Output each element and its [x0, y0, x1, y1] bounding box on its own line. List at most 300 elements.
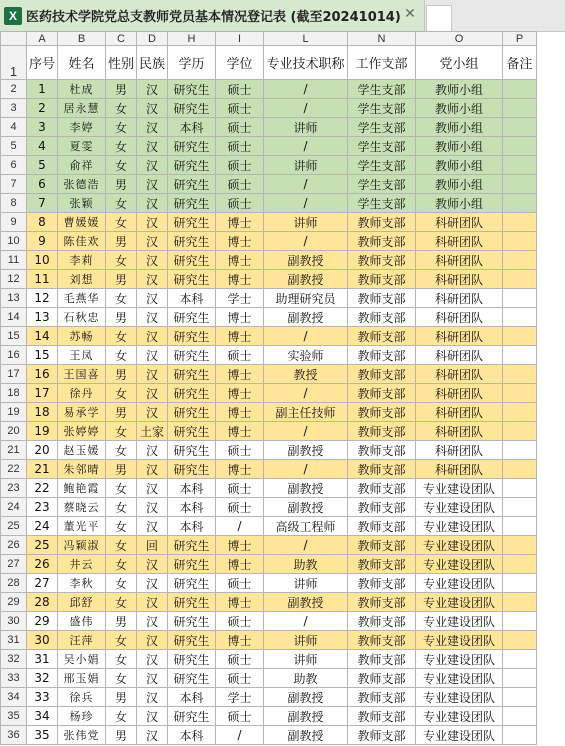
table-cell[interactable]: / [264, 384, 348, 403]
table-cell[interactable]: 硕士 [216, 118, 264, 137]
column-header-O[interactable]: O [416, 32, 503, 46]
table-cell[interactable]: 博士 [216, 422, 264, 441]
table-cell[interactable]: 董光平 [58, 517, 106, 536]
table-cell[interactable]: 博士 [216, 270, 264, 289]
table-cell[interactable]: 汉 [137, 688, 168, 707]
table-cell[interactable]: 研究生 [168, 631, 216, 650]
table-cell[interactable]: 女 [106, 669, 137, 688]
table-cell[interactable]: 本科 [168, 688, 216, 707]
table-cell[interactable]: 汉 [137, 175, 168, 194]
table-cell[interactable]: 硕士 [216, 156, 264, 175]
table-cell[interactable]: 专业建设团队 [416, 707, 503, 726]
table-cell[interactable]: 专业建设团队 [416, 498, 503, 517]
table-cell[interactable]: 本科 [168, 118, 216, 137]
table-cell[interactable]: 硕士 [216, 99, 264, 118]
table-cell[interactable]: 研究生 [168, 422, 216, 441]
table-cell[interactable]: 夏雯 [58, 137, 106, 156]
table-cell[interactable]: 张伟党 [58, 726, 106, 745]
table-cell[interactable]: 专业建设团队 [416, 517, 503, 536]
table-cell[interactable]: 男 [106, 612, 137, 631]
table-cell[interactable] [503, 156, 537, 175]
table-cell[interactable]: 29 [27, 612, 58, 631]
table-cell[interactable]: 教师支部 [348, 232, 416, 251]
table-cell[interactable]: 研究生 [168, 555, 216, 574]
table-cell[interactable]: 科研团队 [416, 308, 503, 327]
table-cell[interactable]: 赵玉媛 [58, 441, 106, 460]
header-cell[interactable]: 序号 [27, 46, 58, 80]
table-cell[interactable]: 汉 [137, 441, 168, 460]
table-cell[interactable]: 科研团队 [416, 346, 503, 365]
table-cell[interactable]: 教师支部 [348, 707, 416, 726]
table-cell[interactable]: 教师小组 [416, 80, 503, 99]
table-cell[interactable] [503, 327, 537, 346]
header-cell[interactable]: 性别 [106, 46, 137, 80]
table-cell[interactable]: 科研团队 [416, 289, 503, 308]
table-cell[interactable]: 17 [27, 384, 58, 403]
table-cell[interactable]: 教师小组 [416, 137, 503, 156]
column-header-P[interactable]: P [503, 32, 537, 46]
table-cell[interactable]: 本科 [168, 498, 216, 517]
table-cell[interactable]: 汉 [137, 517, 168, 536]
table-cell[interactable] [503, 403, 537, 422]
table-cell[interactable] [503, 289, 537, 308]
table-cell[interactable]: 汉 [137, 365, 168, 384]
table-cell[interactable]: 25 [27, 536, 58, 555]
table-cell[interactable]: 研究生 [168, 308, 216, 327]
table-cell[interactable] [503, 707, 537, 726]
row-number[interactable]: 22 [1, 460, 27, 479]
table-cell[interactable]: 研究生 [168, 175, 216, 194]
table-cell[interactable]: 汉 [137, 80, 168, 99]
table-cell[interactable]: 9 [27, 232, 58, 251]
table-cell[interactable]: 易承学 [58, 403, 106, 422]
table-cell[interactable]: / [264, 194, 348, 213]
table-cell[interactable]: 女 [106, 213, 137, 232]
table-cell[interactable]: 汉 [137, 232, 168, 251]
table-cell[interactable] [503, 574, 537, 593]
table-cell[interactable]: 副教授 [264, 308, 348, 327]
table-cell[interactable]: 10 [27, 251, 58, 270]
table-cell[interactable]: 教师小组 [416, 99, 503, 118]
table-cell[interactable]: 女 [106, 194, 137, 213]
table-cell[interactable]: 女 [106, 707, 137, 726]
table-cell[interactable]: 6 [27, 175, 58, 194]
table-cell[interactable]: 女 [106, 156, 137, 175]
row-number[interactable]: 36 [1, 726, 27, 745]
table-cell[interactable]: 专业建设团队 [416, 631, 503, 650]
table-cell[interactable]: 女 [106, 631, 137, 650]
table-cell[interactable]: 28 [27, 593, 58, 612]
table-cell[interactable]: 邱舒 [58, 593, 106, 612]
column-header-B[interactable]: B [58, 32, 106, 46]
table-cell[interactable] [503, 631, 537, 650]
table-cell[interactable]: 专业建设团队 [416, 669, 503, 688]
table-cell[interactable]: 本科 [168, 726, 216, 745]
table-cell[interactable]: 女 [106, 327, 137, 346]
table-cell[interactable]: 副教授 [264, 726, 348, 745]
table-cell[interactable]: 科研团队 [416, 403, 503, 422]
new-tab-button[interactable] [426, 5, 452, 31]
table-cell[interactable]: 博士 [216, 213, 264, 232]
row-number[interactable]: 24 [1, 498, 27, 517]
table-cell[interactable]: 俞祥 [58, 156, 106, 175]
table-cell[interactable]: 20 [27, 441, 58, 460]
table-cell[interactable]: 博士 [216, 593, 264, 612]
table-cell[interactable]: 研究生 [168, 612, 216, 631]
table-cell[interactable]: 教授 [264, 365, 348, 384]
header-cell[interactable]: 备注 [503, 46, 537, 80]
table-cell[interactable]: 教师支部 [348, 289, 416, 308]
table-cell[interactable]: 汉 [137, 118, 168, 137]
row-number[interactable]: 27 [1, 555, 27, 574]
row-number[interactable]: 10 [1, 232, 27, 251]
table-cell[interactable]: 学士 [216, 289, 264, 308]
table-cell[interactable]: 博士 [216, 308, 264, 327]
table-cell[interactable]: 5 [27, 156, 58, 175]
row-number[interactable]: 29 [1, 593, 27, 612]
table-cell[interactable]: / [264, 232, 348, 251]
row-number[interactable]: 17 [1, 365, 27, 384]
table-cell[interactable]: 女 [106, 289, 137, 308]
table-cell[interactable]: 教师小组 [416, 175, 503, 194]
table-cell[interactable]: 科研团队 [416, 270, 503, 289]
table-cell[interactable]: 助教 [264, 555, 348, 574]
table-cell[interactable]: 7 [27, 194, 58, 213]
table-cell[interactable]: 曹媛媛 [58, 213, 106, 232]
table-cell[interactable]: 教师支部 [348, 536, 416, 555]
table-cell[interactable]: 刘想 [58, 270, 106, 289]
table-cell[interactable]: 张婷婷 [58, 422, 106, 441]
table-cell[interactable]: 科研团队 [416, 232, 503, 251]
table-cell[interactable]: 副教授 [264, 688, 348, 707]
table-cell[interactable]: 女 [106, 137, 137, 156]
table-cell[interactable]: 博士 [216, 631, 264, 650]
table-cell[interactable]: 教师支部 [348, 574, 416, 593]
table-cell[interactable]: 汉 [137, 251, 168, 270]
table-cell[interactable]: 专业建设团队 [416, 726, 503, 745]
row-number[interactable]: 35 [1, 707, 27, 726]
table-cell[interactable]: 24 [27, 517, 58, 536]
table-cell[interactable]: 讲师 [264, 118, 348, 137]
table-cell[interactable]: 31 [27, 650, 58, 669]
table-cell[interactable]: 研究生 [168, 346, 216, 365]
table-cell[interactable]: / [264, 175, 348, 194]
table-cell[interactable]: 硕士 [216, 194, 264, 213]
table-cell[interactable]: 鲍艳霞 [58, 479, 106, 498]
table-cell[interactable]: 博士 [216, 327, 264, 346]
table-cell[interactable]: 博士 [216, 403, 264, 422]
table-cell[interactable]: 讲师 [264, 650, 348, 669]
table-cell[interactable]: 科研团队 [416, 441, 503, 460]
table-cell[interactable]: 34 [27, 707, 58, 726]
column-header-D[interactable]: D [137, 32, 168, 46]
table-cell[interactable]: 专业建设团队 [416, 574, 503, 593]
table-cell[interactable]: 男 [106, 460, 137, 479]
row-number[interactable]: 32 [1, 650, 27, 669]
table-cell[interactable]: 科研团队 [416, 251, 503, 270]
table-cell[interactable]: 研究生 [168, 441, 216, 460]
row-number[interactable]: 25 [1, 517, 27, 536]
table-cell[interactable]: 汉 [137, 707, 168, 726]
table-cell[interactable]: 专业建设团队 [416, 688, 503, 707]
table-cell[interactable]: 教师支部 [348, 251, 416, 270]
table-cell[interactable]: 硕士 [216, 479, 264, 498]
header-cell[interactable]: 学历 [168, 46, 216, 80]
table-cell[interactable] [503, 593, 537, 612]
row-number[interactable]: 9 [1, 213, 27, 232]
table-cell[interactable]: 女 [106, 441, 137, 460]
table-cell[interactable]: 博士 [216, 365, 264, 384]
row-number[interactable]: 19 [1, 403, 27, 422]
table-cell[interactable]: 土家 [137, 422, 168, 441]
table-cell[interactable]: 本科 [168, 289, 216, 308]
table-cell[interactable]: 王凤 [58, 346, 106, 365]
table-cell[interactable]: 杜成 [58, 80, 106, 99]
table-cell[interactable]: 教师小组 [416, 156, 503, 175]
table-cell[interactable]: 12 [27, 289, 58, 308]
table-cell[interactable]: 汉 [137, 194, 168, 213]
table-cell[interactable] [503, 669, 537, 688]
table-cell[interactable]: 男 [106, 726, 137, 745]
column-header-L[interactable]: L [264, 32, 348, 46]
table-cell[interactable]: 汉 [137, 498, 168, 517]
table-cell[interactable]: 33 [27, 688, 58, 707]
file-tab[interactable] [0, 0, 425, 31]
table-cell[interactable]: 35 [27, 726, 58, 745]
table-cell[interactable]: 女 [106, 479, 137, 498]
table-cell[interactable]: 女 [106, 118, 137, 137]
table-cell[interactable]: 14 [27, 327, 58, 346]
table-cell[interactable]: 博士 [216, 460, 264, 479]
table-cell[interactable]: 4 [27, 137, 58, 156]
table-cell[interactable]: 科研团队 [416, 422, 503, 441]
table-cell[interactable]: 教师支部 [348, 650, 416, 669]
table-cell[interactable]: 18 [27, 403, 58, 422]
table-cell[interactable]: 15 [27, 346, 58, 365]
table-cell[interactable]: 苏畅 [58, 327, 106, 346]
row-number[interactable]: 20 [1, 422, 27, 441]
table-cell[interactable]: 教师支部 [348, 346, 416, 365]
table-cell[interactable]: 教师支部 [348, 555, 416, 574]
table-cell[interactable]: 研究生 [168, 194, 216, 213]
table-cell[interactable]: 研究生 [168, 403, 216, 422]
row-number[interactable]: 16 [1, 346, 27, 365]
table-cell[interactable]: 教师支部 [348, 365, 416, 384]
row-number[interactable]: 13 [1, 289, 27, 308]
table-cell[interactable]: / [264, 137, 348, 156]
table-cell[interactable]: 汉 [137, 270, 168, 289]
row-number[interactable]: 28 [1, 574, 27, 593]
table-cell[interactable]: 女 [106, 251, 137, 270]
table-cell[interactable]: 32 [27, 669, 58, 688]
table-cell[interactable]: 21 [27, 460, 58, 479]
table-cell[interactable]: 博士 [216, 251, 264, 270]
table-cell[interactable] [503, 213, 537, 232]
table-cell[interactable]: 硕士 [216, 650, 264, 669]
table-cell[interactable]: 学生支部 [348, 80, 416, 99]
table-cell[interactable]: 回 [137, 536, 168, 555]
table-cell[interactable]: 讲师 [264, 631, 348, 650]
table-cell[interactable]: 8 [27, 213, 58, 232]
table-cell[interactable]: / [216, 517, 264, 536]
header-cell[interactable]: 学位 [216, 46, 264, 80]
table-cell[interactable]: 1 [27, 80, 58, 99]
row-number[interactable]: 21 [1, 441, 27, 460]
row-number[interactable]: 12 [1, 270, 27, 289]
table-cell[interactable]: 蔡晓云 [58, 498, 106, 517]
table-cell[interactable]: 研究生 [168, 137, 216, 156]
table-cell[interactable]: 专业建设团队 [416, 479, 503, 498]
table-cell[interactable]: 教师支部 [348, 631, 416, 650]
table-cell[interactable]: 井云 [58, 555, 106, 574]
table-cell[interactable]: 教师支部 [348, 270, 416, 289]
column-header-I[interactable]: I [216, 32, 264, 46]
table-cell[interactable] [503, 118, 537, 137]
table-cell[interactable]: 徐丹 [58, 384, 106, 403]
table-cell[interactable]: 专业建设团队 [416, 536, 503, 555]
table-cell[interactable]: 学生支部 [348, 156, 416, 175]
table-cell[interactable]: 学士 [216, 688, 264, 707]
table-cell[interactable]: 学生支部 [348, 175, 416, 194]
table-cell[interactable]: 硕士 [216, 707, 264, 726]
table-cell[interactable] [503, 726, 537, 745]
table-cell[interactable]: 冯颖淑 [58, 536, 106, 555]
table-cell[interactable]: 专业建设团队 [416, 555, 503, 574]
table-cell[interactable]: 副教授 [264, 707, 348, 726]
table-cell[interactable]: / [264, 536, 348, 555]
table-cell[interactable]: 实验师 [264, 346, 348, 365]
table-cell[interactable]: 讲师 [264, 574, 348, 593]
table-cell[interactable]: 本科 [168, 479, 216, 498]
table-cell[interactable]: 汉 [137, 289, 168, 308]
table-cell[interactable] [503, 612, 537, 631]
table-cell[interactable]: 研究生 [168, 384, 216, 403]
table-cell[interactable]: 女 [106, 498, 137, 517]
table-cell[interactable]: 硕士 [216, 669, 264, 688]
table-cell[interactable]: 汪萍 [58, 631, 106, 650]
table-cell[interactable]: 张德浩 [58, 175, 106, 194]
table-cell[interactable]: 研究生 [168, 365, 216, 384]
table-cell[interactable]: 教师小组 [416, 118, 503, 137]
table-cell[interactable]: 研究生 [168, 536, 216, 555]
table-cell[interactable]: 研究生 [168, 156, 216, 175]
row-number[interactable]: 3 [1, 99, 27, 118]
table-cell[interactable] [503, 536, 537, 555]
table-cell[interactable]: 研究生 [168, 327, 216, 346]
table-cell[interactable]: 邢玉娟 [58, 669, 106, 688]
table-cell[interactable]: 男 [106, 365, 137, 384]
table-cell[interactable]: 教师支部 [348, 327, 416, 346]
header-cell[interactable]: 工作支部 [348, 46, 416, 80]
table-cell[interactable]: 汉 [137, 631, 168, 650]
table-cell[interactable]: 女 [106, 555, 137, 574]
row-number[interactable]: 1 [1, 46, 27, 80]
table-cell[interactable]: 副教授 [264, 479, 348, 498]
table-cell[interactable] [503, 232, 537, 251]
row-number[interactable]: 30 [1, 612, 27, 631]
table-cell[interactable]: / [264, 422, 348, 441]
table-cell[interactable]: 汉 [137, 99, 168, 118]
table-cell[interactable]: 女 [106, 517, 137, 536]
table-cell[interactable]: 科研团队 [416, 213, 503, 232]
close-tab-icon[interactable]: ✕ [404, 6, 416, 22]
row-number[interactable]: 2 [1, 80, 27, 99]
table-cell[interactable]: 李秋 [58, 574, 106, 593]
table-cell[interactable]: 教师支部 [348, 612, 416, 631]
table-cell[interactable]: 研究生 [168, 213, 216, 232]
table-cell[interactable]: 女 [106, 99, 137, 118]
table-cell[interactable] [503, 517, 537, 536]
table-cell[interactable]: 助教 [264, 669, 348, 688]
table-cell[interactable]: 研究生 [168, 707, 216, 726]
row-number[interactable]: 18 [1, 384, 27, 403]
table-cell[interactable]: 科研团队 [416, 327, 503, 346]
table-cell[interactable]: 讲师 [264, 213, 348, 232]
table-cell[interactable]: 朱邻晴 [58, 460, 106, 479]
table-cell[interactable]: 汉 [137, 346, 168, 365]
row-number[interactable]: 5 [1, 137, 27, 156]
table-cell[interactable]: 教师支部 [348, 688, 416, 707]
table-cell[interactable]: 硕士 [216, 574, 264, 593]
row-number[interactable]: 6 [1, 156, 27, 175]
table-cell[interactable]: 李莉 [58, 251, 106, 270]
table-cell[interactable]: 23 [27, 498, 58, 517]
table-cell[interactable] [503, 308, 537, 327]
row-number[interactable]: 8 [1, 194, 27, 213]
table-cell[interactable]: / [264, 612, 348, 631]
table-cell[interactable]: 硕士 [216, 80, 264, 99]
table-cell[interactable]: 张颖 [58, 194, 106, 213]
table-cell[interactable]: 26 [27, 555, 58, 574]
table-cell[interactable]: 男 [106, 688, 137, 707]
table-cell[interactable]: 博士 [216, 555, 264, 574]
table-cell[interactable]: 硕士 [216, 137, 264, 156]
table-cell[interactable]: 研究生 [168, 669, 216, 688]
table-cell[interactable]: 毛燕华 [58, 289, 106, 308]
table-cell[interactable]: 学生支部 [348, 118, 416, 137]
table-cell[interactable]: 助理研究员 [264, 289, 348, 308]
table-cell[interactable] [503, 422, 537, 441]
table-cell[interactable]: 高级工程师 [264, 517, 348, 536]
table-cell[interactable]: 居永慧 [58, 99, 106, 118]
table-cell[interactable]: 女 [106, 650, 137, 669]
table-cell[interactable]: 教师支部 [348, 669, 416, 688]
table-cell[interactable]: 副教授 [264, 441, 348, 460]
table-cell[interactable]: 教师支部 [348, 422, 416, 441]
table-cell[interactable]: 博士 [216, 536, 264, 555]
table-cell[interactable]: / [264, 80, 348, 99]
table-cell[interactable]: 副主任技师 [264, 403, 348, 422]
table-cell[interactable]: 汉 [137, 213, 168, 232]
table-cell[interactable]: 副教授 [264, 270, 348, 289]
table-cell[interactable]: 女 [106, 422, 137, 441]
table-cell[interactable] [503, 137, 537, 156]
table-cell[interactable] [503, 555, 537, 574]
table-cell[interactable]: 研究生 [168, 574, 216, 593]
table-cell[interactable]: 男 [106, 308, 137, 327]
table-cell[interactable]: 科研团队 [416, 384, 503, 403]
row-number[interactable]: 33 [1, 669, 27, 688]
table-cell[interactable]: 盛伟 [58, 612, 106, 631]
table-cell[interactable]: 专业建设团队 [416, 593, 503, 612]
table-cell[interactable]: 教师支部 [348, 308, 416, 327]
row-number[interactable]: 14 [1, 308, 27, 327]
table-cell[interactable]: 科研团队 [416, 460, 503, 479]
table-cell[interactable]: 男 [106, 232, 137, 251]
table-cell[interactable]: 副教授 [264, 498, 348, 517]
header-cell[interactable]: 党小组 [416, 46, 503, 80]
table-cell[interactable]: 研究生 [168, 460, 216, 479]
